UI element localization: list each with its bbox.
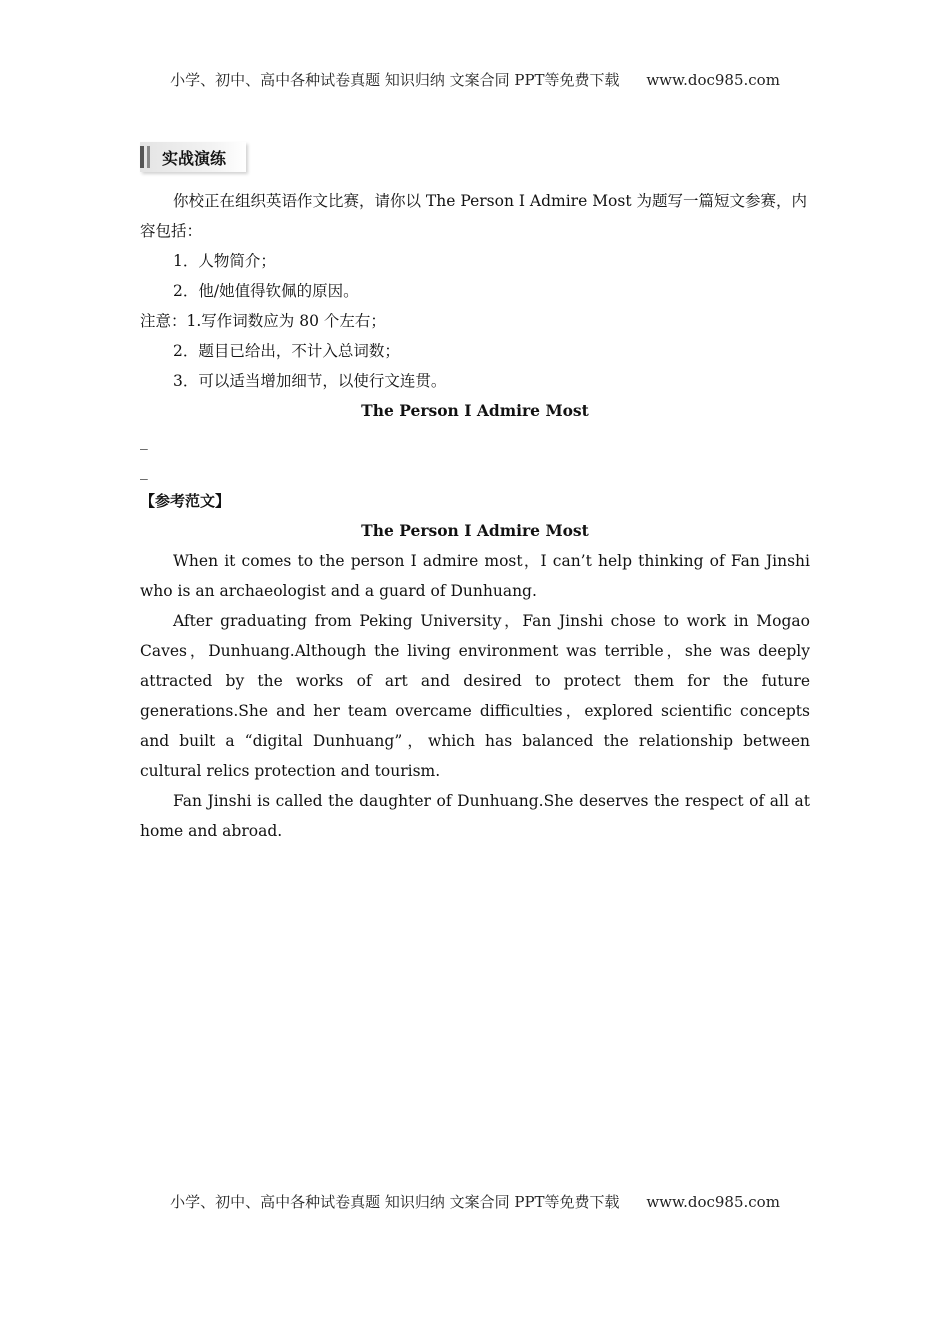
reference-paragraph: Fan Jinshi is called the daughter of Dunhuang.She deserves the respect of all at home and abroad. bbox=[140, 792, 810, 840]
reference-paragraph: After graduating from Peking University，Fan Jinshi chose to work in Mogao Caves，Dunhuang.Although the living environment was terrible，she was deeply attracted by the works of art and desired to protect them for the future generations.She and her team overcame difficulties，explored scientific concepts and built a “digital Dunhuang”，which has balanced the relationship between cultural relics protection and tourism. bbox=[140, 612, 810, 780]
header-text: 小学、初中、高中各种试卷真题 知识归纳 文案合同 PPT等免费下载 bbox=[170, 71, 620, 89]
section-title: 实战演练 bbox=[162, 149, 227, 168]
document-body bbox=[140, 186, 810, 846]
task-item: 1．人物简介； bbox=[173, 252, 276, 270]
page-footer bbox=[0, 1191, 950, 1212]
footer-site-link[interactable]: www.doc985.com bbox=[646, 1193, 780, 1211]
section-tab bbox=[140, 142, 246, 172]
reference-paragraph: When it comes to the person I admire most，I can’t help thinking of Fan Jinshi who is an archaeologist and a guard of Dunhuang. bbox=[140, 552, 810, 600]
reference-title: The Person I Admire Most bbox=[361, 521, 589, 540]
task-item: 2．他/她值得钦佩的原因。 bbox=[173, 282, 359, 300]
essay-title: The Person I Admire Most bbox=[361, 401, 589, 420]
page-header bbox=[0, 69, 950, 90]
tab-bar-icon bbox=[140, 146, 144, 168]
answer-blank-line: _ bbox=[140, 432, 148, 450]
reference-label: 【参考范文】 bbox=[140, 492, 231, 510]
task-note: 2．题目已给出，不计入总词数； bbox=[173, 342, 400, 360]
task-note: 注意：1.写作词数应为 80 个左右； bbox=[140, 312, 386, 330]
task-intro: 你校正在组织英语作文比赛，请你以 The Person I Admire Most 为题写一篇短文参赛，内容包括： bbox=[140, 192, 808, 240]
task-note: 3．可以适当增加细节，以使行文连贯。 bbox=[173, 372, 447, 390]
tab-bar-icon bbox=[147, 146, 150, 168]
header-site-link[interactable]: www.doc985.com bbox=[646, 71, 780, 89]
answer-blank-line: _ bbox=[140, 462, 148, 480]
footer-text: 小学、初中、高中各种试卷真题 知识归纳 文案合同 PPT等免费下载 bbox=[170, 1193, 620, 1211]
